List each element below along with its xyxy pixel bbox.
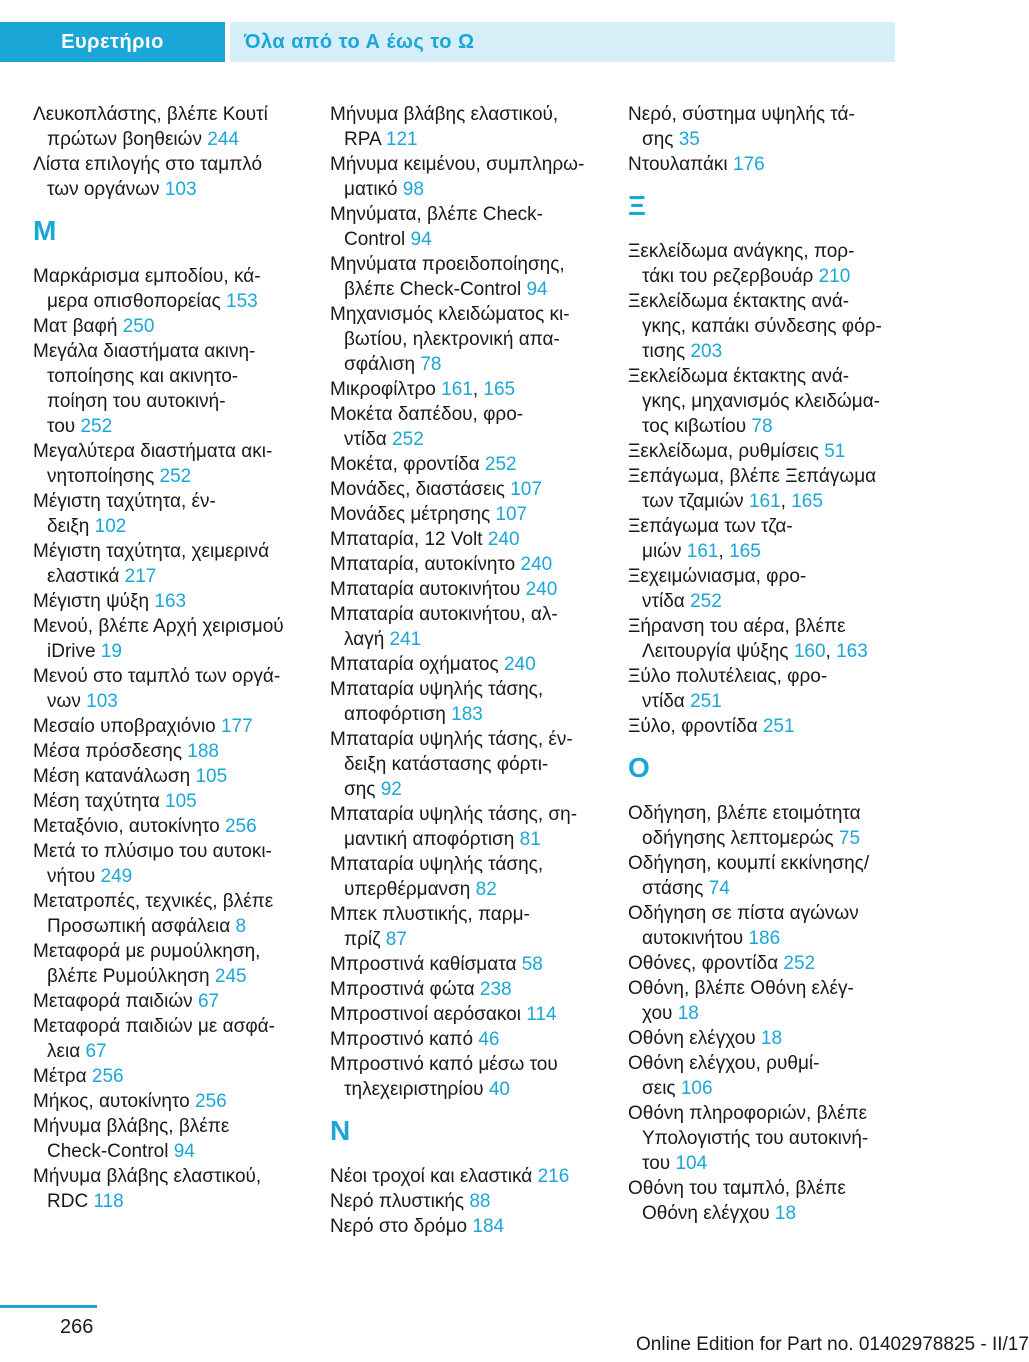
entry-term: λεια xyxy=(47,1041,81,1062)
entry-term: Check-Control xyxy=(47,1141,169,1162)
entry-term: πρίζ xyxy=(344,929,381,950)
page-link[interactable]: 256 xyxy=(195,1091,227,1112)
entry-term: σης xyxy=(642,129,674,150)
page-link[interactable]: 106 xyxy=(680,1078,713,1099)
index-entry xyxy=(33,539,303,589)
entry-term: Μενού, βλέπε Αρχή χειρισμού xyxy=(33,616,284,637)
page-link[interactable]: 19 xyxy=(100,641,122,662)
entry-term: λαγή xyxy=(344,629,385,650)
entry-term: γκης, μηχανισμός κλειδώμα- xyxy=(642,391,881,412)
entry-term: Μενού στο ταμπλό των οργά- xyxy=(33,666,281,687)
page-link[interactable]: 94 xyxy=(410,229,432,250)
page-link[interactable]: 240 xyxy=(487,529,520,550)
page-link[interactable]: 186 xyxy=(748,928,781,949)
entry-term: Μπαταρία αυτοκινήτου, αλ- xyxy=(330,604,558,625)
page-link[interactable]: 252 xyxy=(80,416,113,437)
entry-term: Μπροστινοί αερόσακοι xyxy=(330,1004,521,1025)
page-link[interactable]: 241 xyxy=(389,629,422,650)
entry-term: ποίηση του αυτοκινή- xyxy=(47,391,226,412)
entry-term: Ματ βαφή xyxy=(33,316,118,337)
entry-term: σφάλιση xyxy=(344,354,416,375)
section-letter: Ν xyxy=(330,1115,351,1146)
page-link[interactable]: 252 xyxy=(484,454,517,475)
page-link[interactable]: 102 xyxy=(94,516,127,537)
entry-term: Μονάδες μέτρησης xyxy=(330,504,491,525)
entry-term: Μικροφίλτρο xyxy=(330,379,436,400)
page-link[interactable]: 184 xyxy=(472,1216,505,1237)
index-entry xyxy=(330,577,600,602)
entry-term: Μαρκάρισμα εμποδίου, κά- xyxy=(33,266,261,287)
index-entry xyxy=(330,202,600,252)
index-entry xyxy=(330,527,600,552)
entry-term: πρώτων βοηθειών xyxy=(47,129,202,150)
entry-term: γκης, καπάκι σύνδεσης φόρ- xyxy=(642,316,882,337)
entry-term: Ξεκλείδωμα, ρυθμίσεις xyxy=(628,441,819,462)
entry-term: Μπαταρία, 12 Volt xyxy=(330,529,483,550)
entry-term: ελαστικά xyxy=(47,566,120,587)
entry-term: Ξεκλείδωμα ανάγκης, πορ- xyxy=(628,241,855,262)
index-entry xyxy=(330,802,600,852)
index-entry xyxy=(330,452,600,477)
page-link[interactable]: 78 xyxy=(420,354,442,375)
page-link[interactable]: 210 xyxy=(818,266,851,287)
entry-term: Μήνυμα βλάβης, βλέπε xyxy=(33,1116,230,1137)
index-entry xyxy=(628,664,898,714)
page-separator: , xyxy=(780,491,792,512)
entry-term: τάκι του ρεζερβουάρ xyxy=(642,266,814,287)
index-entry xyxy=(33,939,303,989)
page-link[interactable]: 58 xyxy=(521,954,543,975)
page-link[interactable]: 160 xyxy=(793,641,826,662)
section-letter: Ξ xyxy=(628,190,647,221)
entry-term: Μοκέτα δαπέδου, φρο- xyxy=(330,404,524,425)
entry-term: αποφόρτιση xyxy=(344,704,446,725)
index-entry xyxy=(330,1214,600,1239)
entry-term: Μπαταρία υψηλής τάσης, ση- xyxy=(330,804,578,825)
entry-term: Νερό, σύστημα υψηλής τά- xyxy=(628,104,855,125)
entry-term: Οθόνη ελέγχου xyxy=(628,1028,756,1049)
entry-term: Οθόνη του ταμπλό, βλέπε xyxy=(628,1178,846,1199)
entry-term: Μπαταρία υψηλής τάσης, xyxy=(330,854,544,875)
index-entry xyxy=(33,814,303,839)
entry-term: Ξεκλείδωμα έκτακτης ανά- xyxy=(628,291,850,312)
page-link[interactable]: 238 xyxy=(479,979,512,1000)
entry-term: Μπροστινό καπό xyxy=(330,1029,474,1050)
index-entry xyxy=(33,314,303,339)
entry-term: RPA xyxy=(344,129,381,150)
entry-term: Μήνυμα βλάβης ελαστικού, xyxy=(33,1166,262,1187)
index-entry xyxy=(628,364,898,439)
entry-term: Μηχανισμός κλειδώματος κι- xyxy=(330,304,570,325)
page-link[interactable]: 46 xyxy=(478,1029,500,1050)
page-link[interactable]: 240 xyxy=(525,579,558,600)
page-link[interactable]: 94 xyxy=(526,279,548,300)
page-link[interactable]: 252 xyxy=(392,429,424,450)
page-link[interactable]: 216 xyxy=(537,1166,570,1187)
page-link[interactable]: 105 xyxy=(165,791,197,812)
entry-term: μερα οπισθοπορείας xyxy=(47,291,221,312)
tab-a-to-z[interactable]: Όλα από το Α έως το Ω xyxy=(230,22,895,62)
entry-term: Οδήγηση σε πίστα αγώνων xyxy=(628,903,859,924)
index-entry xyxy=(330,902,600,952)
page-link[interactable]: 217 xyxy=(124,566,157,587)
entry-term: ντίδα xyxy=(642,591,685,612)
index-entry xyxy=(628,976,898,1026)
index-entry xyxy=(330,377,600,402)
entry-term: Μεταξόνιο, αυτοκίνητο xyxy=(33,816,220,837)
entry-term: Μετατροπές, τεχνικές, βλέπε xyxy=(33,891,274,912)
entry-term: σεις xyxy=(642,1078,676,1099)
entry-term: Μεγάλα διαστήματα ακινη- xyxy=(33,341,256,362)
index-entry xyxy=(33,789,303,814)
entry-term: Οθόνες, φροντίδα xyxy=(628,953,779,974)
page-link[interactable]: 244 xyxy=(207,129,239,150)
entry-term: νήτου xyxy=(47,866,96,887)
index-entry xyxy=(330,677,600,727)
page-link[interactable]: 103 xyxy=(164,179,197,200)
index-entry xyxy=(628,614,898,664)
index-entry xyxy=(330,152,600,202)
page-link[interactable]: 87 xyxy=(385,929,407,950)
index-entry xyxy=(330,477,600,502)
entry-term: Μεταφορά παιδιών xyxy=(33,991,193,1012)
page-link[interactable]: 18 xyxy=(677,1003,699,1024)
entry-term: Νερό στο δρόμο xyxy=(330,1216,468,1237)
entry-term: νων xyxy=(47,691,81,712)
page-link[interactable]: 256 xyxy=(224,816,257,837)
index-entry xyxy=(330,1027,600,1052)
entry-term: Οδήγηση, κουμπί εκκίνησης/ xyxy=(628,853,870,874)
page-link[interactable]: 188 xyxy=(187,741,219,762)
entry-term: Μπαταρία οχήματος xyxy=(330,654,499,675)
entry-term: του xyxy=(47,416,76,437)
page-link[interactable]: 163 xyxy=(154,591,187,612)
entry-term: Ξύλο πολυτέλειας, φρο- xyxy=(628,666,828,687)
page-link[interactable]: 88 xyxy=(469,1191,491,1212)
entry-term: των οργάνων xyxy=(47,179,160,200)
index-entry xyxy=(33,614,303,664)
entry-term: δειξη κατάστασης φόρτι- xyxy=(344,754,549,775)
index-entry xyxy=(330,552,600,577)
index-entry xyxy=(33,339,303,439)
entry-term: Μετά το πλύσιμο του αυτοκι- xyxy=(33,841,272,862)
entry-term: ντίδα xyxy=(642,691,685,712)
entry-term: χου xyxy=(642,1003,673,1024)
entry-term: Ξύλο, φροντίδα xyxy=(628,716,758,737)
index-entry xyxy=(33,489,303,539)
index-entry xyxy=(330,952,600,977)
entry-term: Μέση κατανάλωση xyxy=(33,766,191,787)
index-entry xyxy=(33,152,303,202)
page-link[interactable]: 35 xyxy=(678,129,700,150)
index-entry xyxy=(33,439,303,489)
page-link[interactable]: 256 xyxy=(91,1066,124,1087)
page-link[interactable]: 176 xyxy=(732,154,765,175)
index-column-2 xyxy=(330,102,600,1239)
index-entry xyxy=(33,739,303,764)
index-entry xyxy=(330,402,600,452)
entry-term: Μεσαίο υποβραχιόνιο xyxy=(33,716,216,737)
index-entry xyxy=(628,102,898,152)
entry-term: Ξήρανση του αέρα, βλέπε xyxy=(628,616,846,637)
entry-term: των τζαμιών xyxy=(642,491,744,512)
page-link[interactable]: 245 xyxy=(214,966,247,987)
page-link[interactable]: 121 xyxy=(385,129,418,150)
page-link[interactable]: 165 xyxy=(483,379,516,400)
entry-term: Λίστα επιλογής στο ταμπλό xyxy=(33,154,263,175)
page-link[interactable]: 251 xyxy=(690,691,722,712)
entry-term: Προσωπική ασφάλεια xyxy=(47,916,231,937)
page-link[interactable]: 92 xyxy=(380,779,402,800)
entry-term: Μπεκ πλυστικής, παρμ- xyxy=(330,904,530,925)
index-entry xyxy=(330,252,600,302)
section-letter: Ο xyxy=(628,752,650,783)
index-entry xyxy=(330,1002,600,1027)
entry-term: Οθόνη πληροφοριών, βλέπε xyxy=(628,1103,868,1124)
index-column-1 xyxy=(33,102,303,1214)
entry-term: RDC xyxy=(47,1191,89,1212)
entry-term: Μπροστινό καπό μέσω του xyxy=(330,1054,558,1075)
page-link[interactable]: 161 xyxy=(441,379,473,400)
index-entry xyxy=(330,977,600,1002)
index-entry xyxy=(628,239,898,289)
page-link[interactable]: 107 xyxy=(495,504,528,525)
page-link[interactable]: 103 xyxy=(86,691,118,712)
index-entry xyxy=(330,1052,600,1102)
entry-term: Νερό πλυστικής xyxy=(330,1191,465,1212)
entry-term: Μήκος, αυτοκίνητο xyxy=(33,1091,190,1112)
page-link[interactable]: 40 xyxy=(488,1079,510,1100)
entry-term: Μπαταρία, αυτοκίνητο xyxy=(330,554,516,575)
page-link[interactable]: 78 xyxy=(751,416,773,437)
index-entry xyxy=(33,764,303,789)
entry-term: Μέσα πρόσδεσης xyxy=(33,741,182,762)
entry-term: ματικό xyxy=(344,179,398,200)
section-letter: Μ xyxy=(33,215,57,246)
entry-term: Οθόνη, βλέπε Οθόνη ελέγ- xyxy=(628,978,854,999)
index-entry xyxy=(330,1189,600,1214)
index-entry xyxy=(628,514,898,564)
entry-term: Μέγιστη ψύξη xyxy=(33,591,150,612)
index-entry xyxy=(330,652,600,677)
page-link[interactable]: 118 xyxy=(93,1191,124,1212)
entry-term: iDrive xyxy=(47,641,96,662)
page-link[interactable]: 240 xyxy=(520,554,553,575)
page-link[interactable]: 18 xyxy=(774,1203,797,1224)
tab-index[interactable]: Ευρετήριο xyxy=(0,22,225,62)
entry-term: τηλεχειριστηρίου xyxy=(344,1079,484,1100)
entry-term: Μηνύματα προειδοποίησης, xyxy=(330,254,565,275)
page-link[interactable]: 203 xyxy=(690,341,723,362)
page-link[interactable]: 183 xyxy=(451,704,483,725)
entry-term: Υπολογιστής του αυτοκινή- xyxy=(642,1128,869,1149)
page-link[interactable]: 252 xyxy=(690,591,722,612)
page-link[interactable]: 153 xyxy=(226,291,258,312)
edition-note: Online Edition for Part no. 01402978825 - II/17 xyxy=(636,1334,1029,1355)
entry-term: ντίδα xyxy=(344,429,387,450)
page-link[interactable]: 67 xyxy=(85,1041,107,1062)
page-link[interactable]: 240 xyxy=(503,654,536,675)
entry-term: βλέπε Ρυμούλκηση xyxy=(47,966,210,987)
entry-term: Οθόνη ελέγχου, ρυθμί- xyxy=(628,1053,820,1074)
entry-term: νητοποίησης xyxy=(47,466,155,487)
entry-term: οδήγησης λεπτομερώς xyxy=(642,828,834,849)
entry-term: τος κιβωτίου xyxy=(642,416,747,437)
page-link[interactable]: 249 xyxy=(100,866,133,887)
page-link[interactable]: 105 xyxy=(195,766,228,787)
entry-term: Μήνυμα κειμένου, συμπληρω- xyxy=(330,154,585,175)
page-link[interactable]: 177 xyxy=(220,716,253,737)
page-link[interactable]: 8 xyxy=(235,916,247,937)
index-entry xyxy=(33,1114,303,1164)
page-separator: , xyxy=(472,379,484,400)
index-entry xyxy=(33,664,303,714)
index-entry xyxy=(33,102,303,152)
index-entry xyxy=(628,951,898,976)
page-link[interactable]: 163 xyxy=(836,641,868,662)
index-entry xyxy=(33,1089,303,1114)
index-entry xyxy=(330,602,600,652)
index-entry xyxy=(330,502,600,527)
entry-term: Μονάδες, διαστάσεις xyxy=(330,479,505,500)
index-entry xyxy=(628,801,898,851)
entry-term: Ξεπάγωμα των τζα- xyxy=(628,516,793,537)
entry-term: Οδήγηση, βλέπε ετοιμότητα xyxy=(628,803,861,824)
index-entry xyxy=(33,589,303,614)
entry-term: Μηνύματα, βλέπε Check- xyxy=(330,204,543,225)
page-number: 266 xyxy=(60,1316,94,1338)
page-separator: , xyxy=(718,541,730,562)
entry-term: βωτίου, ηλεκτρονική απα- xyxy=(344,329,560,350)
index-entry xyxy=(330,727,600,802)
entry-term: Οθόνη ελέγχου xyxy=(642,1203,770,1224)
entry-term: Μπαταρία υψηλής τάσης, έν- xyxy=(330,729,573,750)
page-link[interactable]: 114 xyxy=(526,1004,557,1025)
index-entry xyxy=(33,839,303,889)
page-link[interactable]: 252 xyxy=(159,466,192,487)
footer-rule xyxy=(0,1305,97,1308)
index-entry xyxy=(330,1164,600,1189)
entry-term: Ξεκλείδωμα έκτακτης ανά- xyxy=(628,366,850,387)
entry-term: Ξεχειμώνιασμα, φρο- xyxy=(628,566,807,587)
index-entry xyxy=(33,889,303,939)
index-entry xyxy=(33,714,303,739)
page-link[interactable]: 81 xyxy=(519,829,541,850)
entry-term: σης xyxy=(344,779,376,800)
page-link[interactable]: 107 xyxy=(510,479,542,500)
index-entry xyxy=(33,1064,303,1089)
index-entry xyxy=(628,1026,898,1051)
index-entry xyxy=(330,302,600,377)
entry-term: του xyxy=(642,1153,671,1174)
entry-term: τισης xyxy=(642,341,686,362)
entry-term: Μπαταρία υψηλής τάσης, xyxy=(330,679,544,700)
entry-term: Μέγιστη ταχύτητα, χειμερινά xyxy=(33,541,270,562)
index-column-3 xyxy=(628,102,898,1226)
index-entry xyxy=(628,714,898,739)
index-entry xyxy=(628,464,898,514)
entry-term: δειξη xyxy=(47,516,90,537)
entry-term: Λευκοπλάστης, βλέπε Κουτί xyxy=(33,104,268,125)
entry-term: Μεταφορά με ρυμούλκηση, xyxy=(33,941,261,962)
page-link[interactable]: 161 xyxy=(686,541,719,562)
index-entry xyxy=(628,851,898,901)
entry-term: Μεγαλύτερα διαστήματα ακι- xyxy=(33,441,273,462)
page-link[interactable]: 67 xyxy=(197,991,220,1012)
index-entry xyxy=(628,152,898,177)
index-entry xyxy=(628,1101,898,1176)
page-link[interactable]: 82 xyxy=(475,879,497,900)
entry-term: Μεταφορά παιδιών με ασφά- xyxy=(33,1016,275,1037)
entry-term: Μπροστινά φώτα xyxy=(330,979,475,1000)
entry-term: στάσης xyxy=(642,878,704,899)
index-entry xyxy=(628,289,898,364)
page-link[interactable]: 51 xyxy=(824,441,846,462)
index-entry xyxy=(330,102,600,152)
entry-term: μιών xyxy=(642,541,682,562)
page-link[interactable]: 251 xyxy=(762,716,795,737)
page-link[interactable]: 161 xyxy=(748,491,781,512)
page-link[interactable]: 98 xyxy=(402,179,424,200)
index-entry xyxy=(33,1164,303,1214)
entry-term: τοποίησης και ακινητο- xyxy=(47,366,239,387)
entry-term: Ξεπάγωμα, βλέπε Ξεπάγωμα xyxy=(628,466,877,487)
index-entry xyxy=(628,901,898,951)
index-entry xyxy=(33,264,303,314)
page-link[interactable]: 94 xyxy=(173,1141,195,1162)
page-link[interactable]: 165 xyxy=(791,491,823,512)
page-link[interactable]: 74 xyxy=(708,878,730,899)
entry-term: Μέγιστη ταχύτητα, έν- xyxy=(33,491,216,512)
entry-term: μαντική αποφόρτιση xyxy=(344,829,515,850)
entry-term: Μέση ταχύτητα xyxy=(33,791,160,812)
page-link[interactable]: 104 xyxy=(675,1153,708,1174)
entry-term: Control xyxy=(344,229,406,250)
page-link[interactable]: 75 xyxy=(838,828,861,849)
entry-term: Μπροστινά καθίσματα xyxy=(330,954,517,975)
index-entry xyxy=(628,1051,898,1101)
index-entry xyxy=(628,1176,898,1226)
entry-term: αυτοκινήτου xyxy=(642,928,744,949)
page-link[interactable]: 250 xyxy=(122,316,155,337)
index-entry xyxy=(628,439,898,464)
index-entry xyxy=(33,989,303,1014)
page-link[interactable]: 165 xyxy=(729,541,761,562)
entry-term: Ντουλαπάκι xyxy=(628,154,728,175)
entry-term: υπερθέρμανση xyxy=(344,879,471,900)
index-entry xyxy=(33,1014,303,1064)
entry-term: Λειτουργία ψύξης xyxy=(642,641,789,662)
entry-term: βλέπε Check-Control xyxy=(344,279,522,300)
entry-term: Νέοι τροχοί και ελαστικά xyxy=(330,1166,533,1187)
page-link[interactable]: 18 xyxy=(760,1028,783,1049)
header-tabs xyxy=(0,22,895,62)
entry-term: Μήνυμα βλάβης ελαστικού, xyxy=(330,104,559,125)
entry-term: Μπαταρία αυτοκινήτου xyxy=(330,579,521,600)
page-separator: , xyxy=(825,641,837,662)
entry-term: Μέτρα xyxy=(33,1066,87,1087)
page-link[interactable]: 252 xyxy=(783,953,816,974)
index-entry xyxy=(330,852,600,902)
index-entry xyxy=(628,564,898,614)
entry-term: Μοκέτα, φροντίδα xyxy=(330,454,480,475)
